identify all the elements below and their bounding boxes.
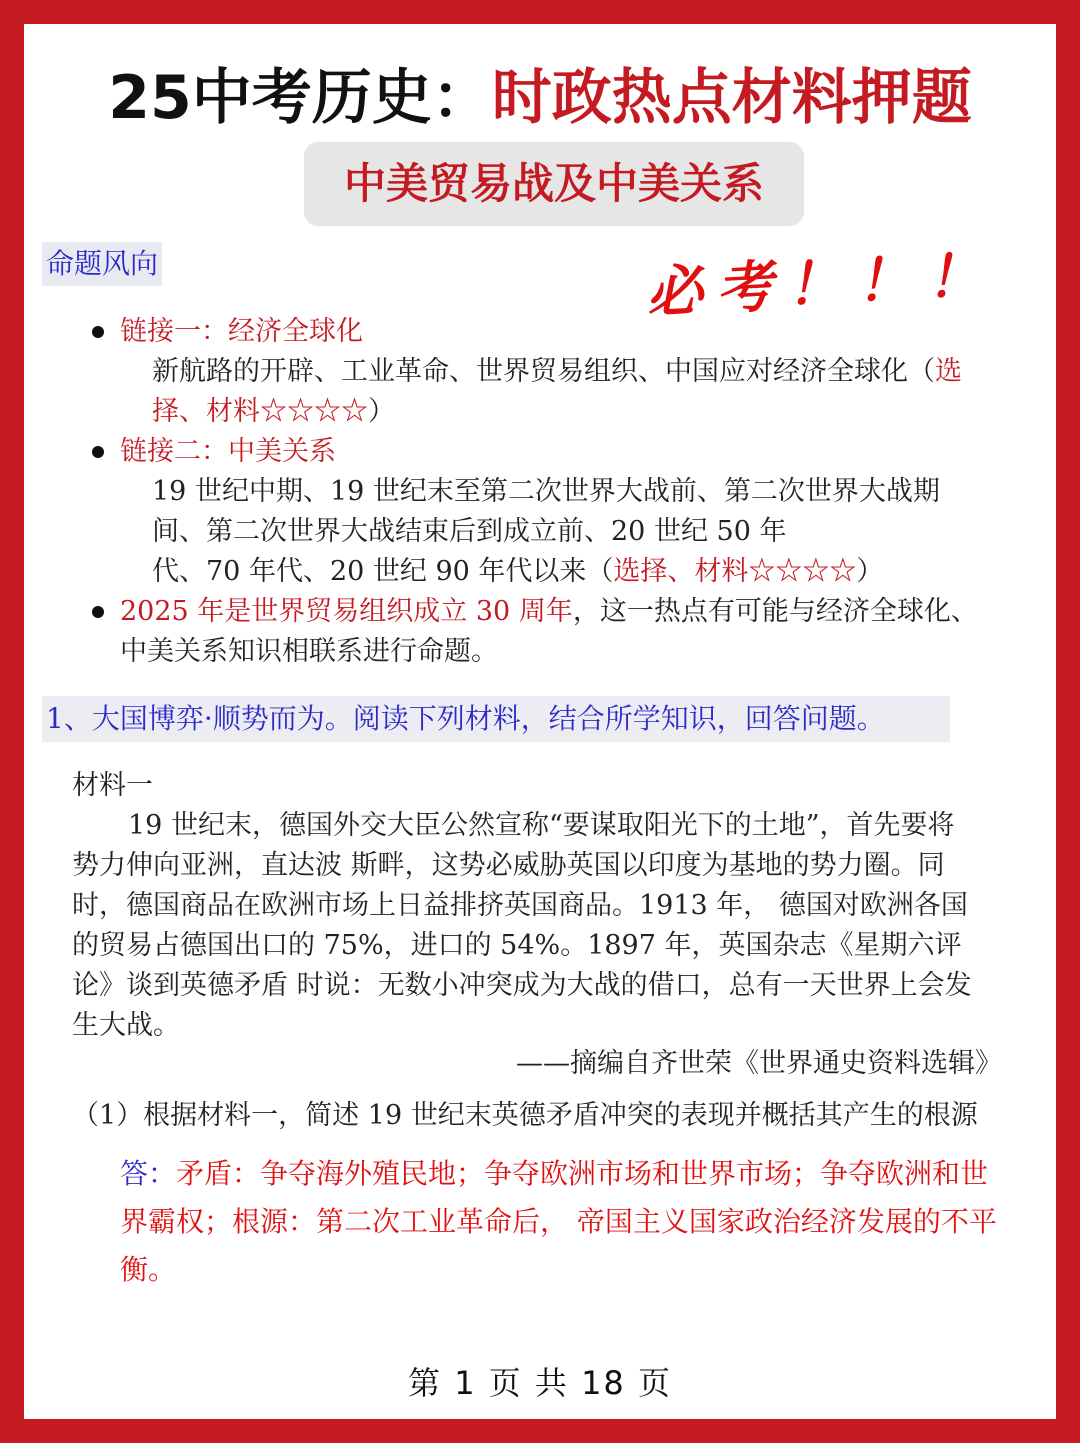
- material-line: 论》谈到英德矛盾 时说：无数小冲突成为大战的借口，总有一天世界上会发: [72, 970, 972, 1001]
- answer-text1: 矛盾：争夺海外殖民地；争夺欧洲市场和世界市场；争夺欧洲和世: [176, 1157, 989, 1190]
- document-page: [24, 24, 1056, 1419]
- bullet2-line1: 19 世纪中期、19 世纪末至第二次世界大战前、第二次世界大战期: [152, 476, 940, 507]
- bullet1-line2: [152, 392, 395, 432]
- bullet1-heading: 链接一：经济全球化: [120, 316, 363, 347]
- bullet3-line1-text: ，这一热点有可能与经济全球化、: [572, 596, 978, 627]
- material-line: 时，德国商品在欧洲市场上日益排挤英国商品。1913 年， 德国对欧洲各国: [72, 890, 968, 921]
- answer-prefix: 答：: [120, 1157, 177, 1190]
- main-title-red: 时政热点材料押题: [491, 63, 972, 133]
- main-title: [24, 60, 1056, 136]
- section-label: 命题风向: [42, 242, 162, 286]
- answer-line2: 界霸权；根源：第二次工业革命后， 帝国主义国家政治经济发展的不平: [120, 1205, 997, 1238]
- bullet1-line2-text: ）: [368, 396, 395, 427]
- answer-line1: [120, 1150, 988, 1198]
- material-source: ——摘编自齐世荣《世界通史资料选辑》: [516, 1048, 1002, 1079]
- bullet-dot: [92, 326, 104, 338]
- bullet3-line2: 中美关系知识相联系进行命题。: [120, 636, 498, 667]
- bullet2-line3: [152, 552, 883, 592]
- material-line: 19 世纪末，德国外交大臣公然宣称“要谋取阳光下的土地”，首先要将: [128, 810, 955, 841]
- material-line: 势力伸向亚洲，直达波 斯畔，这势必威胁英国以印度为基地的势力圈。同: [72, 850, 945, 881]
- material-label: 材料一: [72, 770, 153, 801]
- bullet1-line1-text: 新航路的开辟、工业革命、世界贸易组织、中国应对经济全球化（: [152, 356, 935, 387]
- bullet3-line1: [120, 592, 978, 632]
- main-title-black: 25中考历史：: [108, 63, 492, 133]
- bullet-dot: [92, 446, 104, 458]
- material-line: 生大战。: [72, 1010, 180, 1041]
- bullet2-heading: 链接二：中美关系: [120, 436, 336, 467]
- bullet3-line1-red: 2025 年是世界贸易组织成立 30 周年: [120, 596, 573, 627]
- page-footer: 第 1 页 共 18 页: [408, 1364, 672, 1402]
- bullet1-line1: [152, 352, 962, 392]
- answer-line3: 衡。: [120, 1253, 177, 1286]
- bullet1-line2-red: 择、材料☆☆☆☆: [152, 396, 368, 427]
- bullet2-line3-red: 选择、材料☆☆☆☆: [613, 556, 857, 587]
- subtitle-box: 中美贸易战及中美关系: [304, 142, 804, 226]
- must-test-stamp: 必考！！！: [644, 241, 998, 327]
- question-heading: 1、大国博弈·顺势而为。阅读下列材料，结合所学知识，回答问题。: [42, 696, 950, 742]
- bullet2-line2: 间、第二次世界大战结束后到成立前、20 世纪 50 年: [152, 516, 787, 547]
- bullet-dot: [92, 606, 104, 618]
- bullet2-line3-text: 代、70 年代、20 世纪 90 年代以来（: [152, 556, 614, 587]
- bullet1-line1-red: 选: [935, 356, 962, 387]
- material-line: 的贸易占德国出口的 75%，进口的 54%。1897 年，英国杂志《星期六评: [72, 930, 962, 961]
- bullet2-line3-end: ）: [856, 556, 884, 587]
- sub-question: （1）根据材料一，简述 19 世纪末英德矛盾冲突的表现并概括其产生的根源: [72, 1100, 978, 1131]
